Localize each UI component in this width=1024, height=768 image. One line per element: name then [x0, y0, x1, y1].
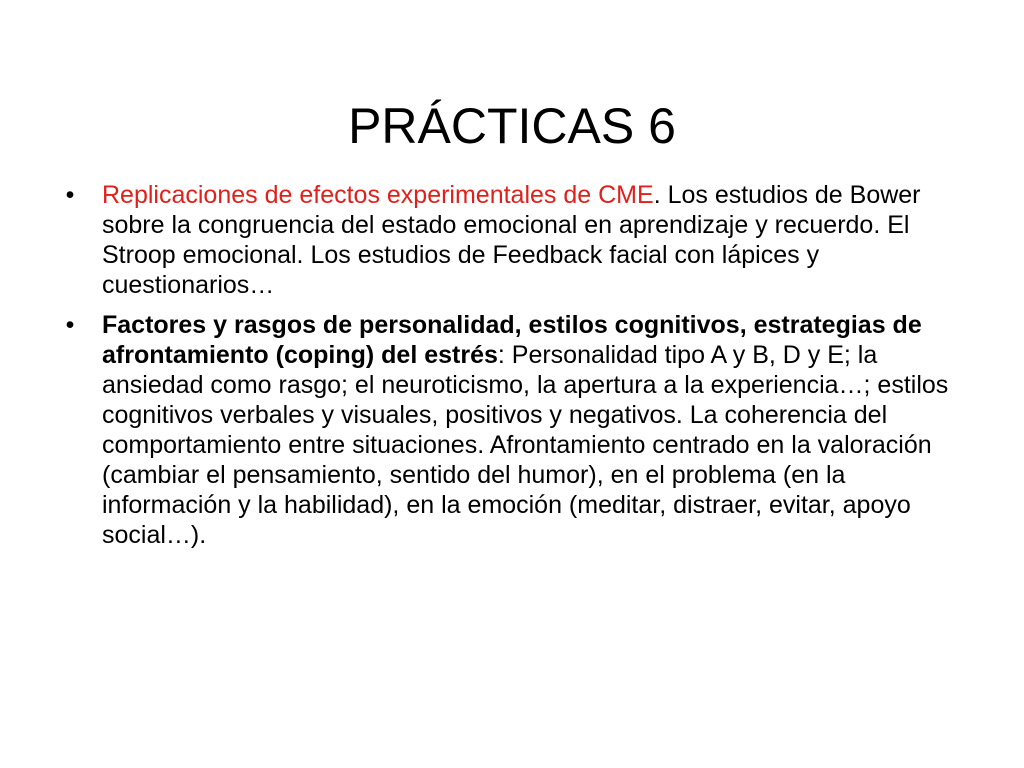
bullet-highlight-text: Replicaciones de efectos experimentales de CME — [102, 181, 654, 209]
bullet-body-text: . Los estudios de Bower sobre la congruencia del estado emocional en aprendizaje y recuerdo. El Stroop emocional. Los estudios de Feedback facial con lápices y cuestionarios… — [102, 181, 921, 299]
bullet-body-text: : Personalidad tipo A y B, D y E; la ansiedad como rasgo; el neuroticismo, la apertura a la experiencia…; estilos cognitivos verbales y visuales, positivos y negativos. La coherencia del comportamiento entre situaciones. Afrontamiento centrado en la valoración (cambiar el pensamiento, sentido del humor), en el problema (en la información y la habilidad), en la emoción (meditar, distraer, evitar, apoyo social…). — [102, 341, 949, 549]
slide-title: PRÁCTICAS 6 — [348, 97, 676, 154]
bullet-item — [60, 180, 960, 300]
bullet-highlight-text: Factores y rasgos de personalidad, estilos cognitivos, estrategias de afrontamiento (coping) del estrés — [102, 311, 922, 369]
bullet-item — [60, 310, 960, 550]
bullet-list — [60, 180, 960, 560]
bullet-icon: • — [65, 181, 75, 209]
bullet-icon: • — [65, 311, 75, 339]
